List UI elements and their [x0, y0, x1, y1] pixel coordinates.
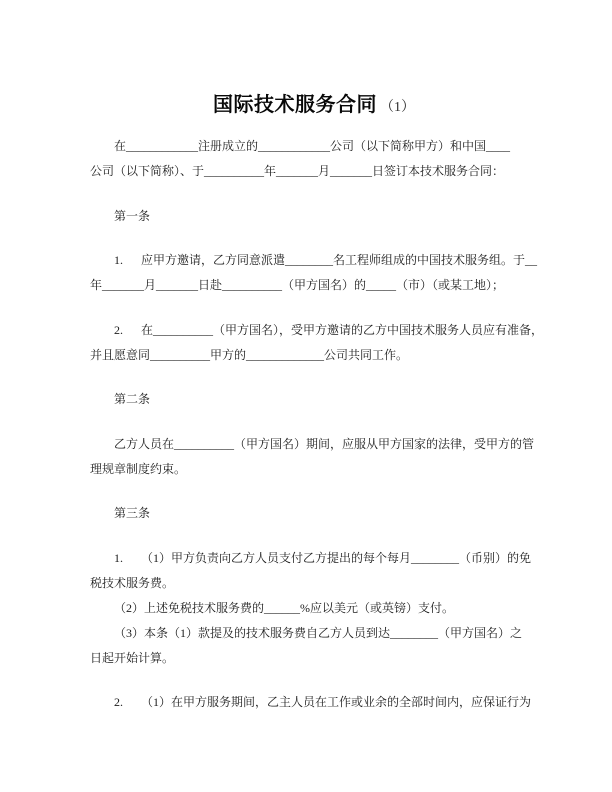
intro-paragraph	[90, 134, 523, 184]
text-line: 乙方人员在__________（甲方国名）期间，应服从甲方国家的法律，受甲方的管	[114, 436, 535, 451]
article-1-clause-2	[90, 318, 544, 368]
article-1-clause-1	[90, 248, 538, 298]
text-line: （3）本条（1）款提及的技术服务费自乙方人员到达________（甲方国名）之	[114, 625, 523, 640]
article-1-heading	[90, 204, 523, 229]
text-line: 日起开始计算。	[90, 650, 175, 665]
text-line: 1. （1）甲方负责向乙方人员支付乙方提出的每个每月________（币别）的免	[114, 550, 532, 565]
article-3-heading	[90, 501, 523, 526]
text-line: 2. （1）在甲方服务期间，乙主人员在工作或业余的全部时间内，应保证行为	[114, 695, 532, 709]
article-3-clause-1-item-3	[90, 621, 523, 671]
article-2-heading	[90, 387, 523, 412]
article-heading-text: 第二条	[114, 392, 151, 406]
article-heading-text: 第三条	[114, 506, 151, 520]
text-line: 在____________注册成立的____________公司（以下简称甲方）和中国____	[114, 139, 511, 153]
document-title	[0, 70, 612, 135]
text-line: 1. 应甲方邀请，乙方同意派遣________名工程师组成的中国技术服务组。于__	[114, 253, 538, 267]
article-3-clause-2	[90, 690, 532, 715]
article-2-paragraph	[90, 432, 535, 482]
text-line: （2）上述免税技术服务费的______%应以美元（或英镑）支付。	[114, 600, 454, 615]
text-line: 理规章制度约束。	[90, 461, 187, 476]
document-body	[90, 134, 544, 715]
document-title-text: 国际技术服务合同	[213, 94, 377, 116]
article-heading-text: 第一条	[114, 208, 151, 223]
article-3-clause-1-item-2	[90, 596, 523, 621]
text-line: 公司（以下简称）、于__________年_______月_______日签订本技术服务合同：	[90, 164, 505, 178]
text-line: 2. 在__________（甲方国名），受甲方邀请的乙方中国技术服务人员应有准备，	[114, 322, 544, 337]
article-3-clause-1-item-1	[90, 546, 532, 596]
document-title-number: （1）	[380, 100, 415, 115]
text-line: 税技术服务费。	[90, 575, 175, 590]
text-line: 年_______月_______日赴__________（甲方国名）的_____（市）（或某工地）；	[90, 278, 505, 292]
text-line: 并且愿意同__________甲方的_____________公司共同工作。	[90, 347, 409, 362]
